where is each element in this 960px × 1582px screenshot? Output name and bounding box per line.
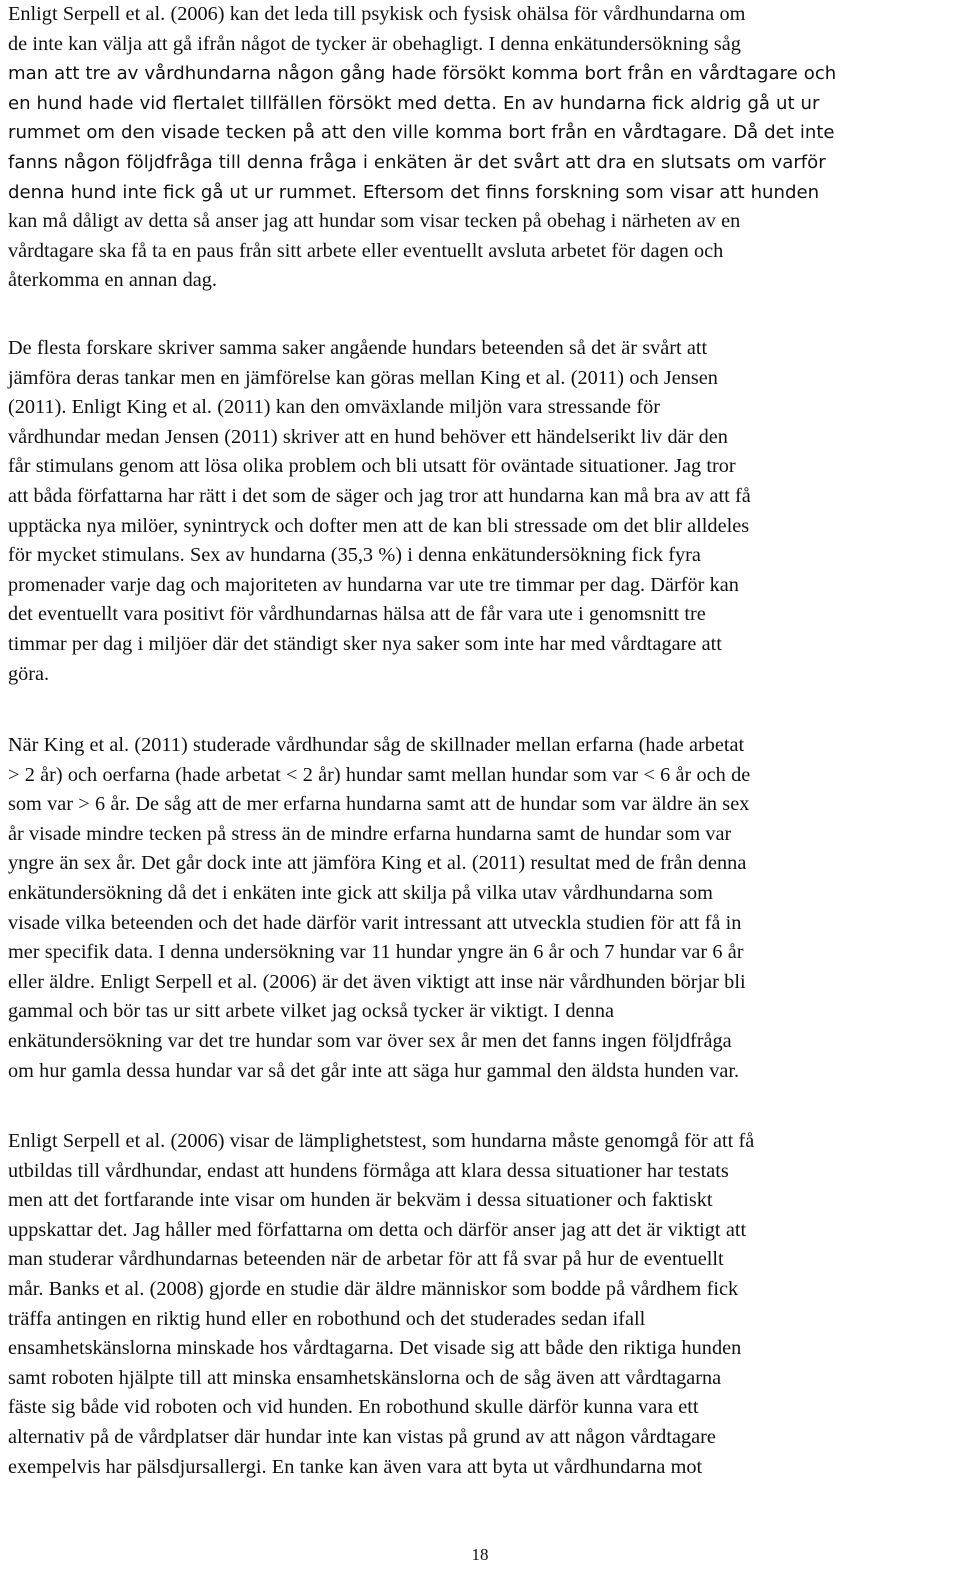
text-line: återkomma en annan dag. (8, 269, 217, 292)
text-line: De flesta forskare skriver samma saker angående hundars beteenden så det är svårt att (8, 337, 708, 359)
text-line: en hund hade vid flertalet tillfällen försökt med detta. En av hundarna fick aldrig gå ut ur (8, 92, 820, 114)
text-line: fanns någon följdfråga till denna fråga i enkäten är det svårt att dra en slutsats om varför (8, 151, 826, 173)
page-number: 18 (471, 1545, 489, 1564)
text-line: träffa antingen en riktig hund eller en robothund och det studerades sedan ifall (8, 1307, 646, 1330)
text-line: upptäcka nya milöer, synintryck och dofter men att de kan bli stressade om det blir alldeles (8, 514, 750, 537)
text-line: gammal och bör tas ur sitt arbete vilket jag också tycker är viktigt. I denna (8, 1000, 614, 1023)
text-line: år visade mindre tecken på stress än de mindre erfarna hundarna samt de hundar som var (8, 822, 732, 845)
text-line: samt roboten hjälpte till att minska ensamhetskänslorna och de såg även att vårdtagarna (8, 1366, 722, 1389)
text-line: (2011). Enligt King et al. (2011) kan den omväxlande miljön vara stressande för (8, 396, 660, 419)
text-line: uppskattar det. Jag håller med författarna om detta och därför anser jag att det är viktigt att (8, 1218, 747, 1241)
text-line: mer specifik data. I denna undersökning var 11 hundar yngre än 6 år och 7 hundar var 6 år (8, 941, 744, 964)
text-line: promenader varje dag och majoriteten av hundarna var ute tre timmar per dag. Därför kan (8, 573, 739, 596)
text-line: om hur gamla dessa hundar var så det går inte att säga hur gammal den äldsta hunden var. (8, 1059, 740, 1082)
paragraph-1 (8, 0, 836, 296)
text-line: rummet om den visade tecken på att den ville komma bort från en vårdtagare. Då det inte (8, 122, 835, 144)
text-line: man att tre av vårdhundarna någon gång hade försökt komma bort från en vårdtagare och (8, 63, 837, 85)
text-line: visade vilka beteenden och det hade därför varit intressant att utveckla studien för att få in (8, 911, 742, 934)
text-line: enkätundersökning var det tre hundar som var över sex år men det fanns ingen följdfråga (8, 1029, 732, 1052)
text-line: vårdhundar medan Jensen (2011) skriver att en hund behöver ett händelserikt liv där den (8, 425, 728, 448)
text-line: När King et al. (2011) studerade vårdhundar såg de skillnader mellan erfarna (hade arbetat (8, 734, 745, 756)
text-line: de inte kan välja att gå ifrån något de tycker är obehagligt. I denna enkätundersökning såg (8, 32, 741, 55)
text-line: timmar per dag i miljöer där det ständigt sker nya saker som inte har med vårdtagare att (8, 632, 722, 655)
text-line: eller äldre. Enligt Serpell et al. (2006) är det även viktigt att inse när vårdhunden börjar bli (8, 970, 746, 993)
text-line: ensamhetskänslorna minskade hos vårdtagarna. Det visade sig att både den riktiga hunden (8, 1337, 742, 1360)
text-line: vårdtagare ska få ta en paus från sitt arbete eller eventuellt avsluta arbetet för dagen och (8, 239, 724, 262)
text-line: för mycket stimulans. Sex av hundarna (35,3 %) i denna enkätundersökning fick fyra (8, 544, 701, 567)
text-line: jämföra deras tankar men en jämförelse kan göras mellan King et al. (2011) och Jensen (8, 366, 718, 389)
text-line: att båda författarna har rätt i det som de säger och jag tror att hundarna kan må bra av att få (8, 484, 751, 507)
text-line: exempelvis har pälsdjursallergi. En tanke kan även vara att byta ut vårdhundarna mot (8, 1455, 703, 1478)
text-line: mår. Banks et al. (2008) gjorde en studie där äldre människor som bodde på vårdhem fick (8, 1277, 739, 1300)
paragraph-3 (8, 731, 750, 1086)
text-line: > 2 år) och oerfarna (hade arbetat < 2 år) hundar samt mellan hundar som var < 6 år och de (8, 763, 751, 786)
text-line: man studerar vårdhundarnas beteenden när de arbetar för att få svar på hur de eventuellt (8, 1248, 724, 1271)
text-line: som var > 6 år. De såg att de mer erfarna hundarna samt att de hundar som var äldre än sex (8, 793, 750, 816)
text-line: enkätundersökning då det i enkäten inte gick att skilja på vilka utav vårdhundarna som (8, 881, 713, 904)
text-line: det eventuellt vara positivt för vårdhundarnas hälsa att de får vara ute i genomsnitt tre (8, 603, 706, 626)
text-line: men att det fortfarande inte visar om hunden är bekväm i dessa situationer och faktiskt (8, 1189, 713, 1212)
text-line: fäste sig både vid roboten och vid hunden. En robothund skulle därför kunna vara ett (8, 1396, 699, 1419)
text-line: yngre än sex år. Det går dock inte att jämföra King et al. (2011) resultat med de från denna (8, 852, 747, 875)
text-line: Enligt Serpell et al. (2006) kan det leda till psykisk och fysisk ohälsa för vårdhundarna om (8, 3, 746, 25)
text-line: kan må dåligt av detta så anser jag att hundar som visar tecken på obehag i närheten av en (8, 210, 741, 233)
text-line: alternativ på de vårdplatser där hundar inte kan vistas på grund av att någon vårdtagare (8, 1425, 716, 1448)
text-line: göra. (8, 662, 50, 685)
document-page (8, 0, 954, 1582)
text-line: Enligt Serpell et al. (2006) visar de lämplighetstest, som hundarna måste genomgå för att få (8, 1130, 755, 1152)
text-line: denna hund inte fick gå ut ur rummet. Eftersom det finns forskning som visar att hunden (8, 181, 820, 203)
paragraph-2 (8, 334, 751, 689)
text-line: utbildas till vårdhundar, endast att hundens förmåga att klara dessa situationer har testats (8, 1159, 729, 1182)
text-line: får stimulans genom att lösa olika problem och bli utsatt för oväntade situationer. Jag tror (8, 455, 736, 478)
paragraph-4 (8, 1127, 754, 1482)
